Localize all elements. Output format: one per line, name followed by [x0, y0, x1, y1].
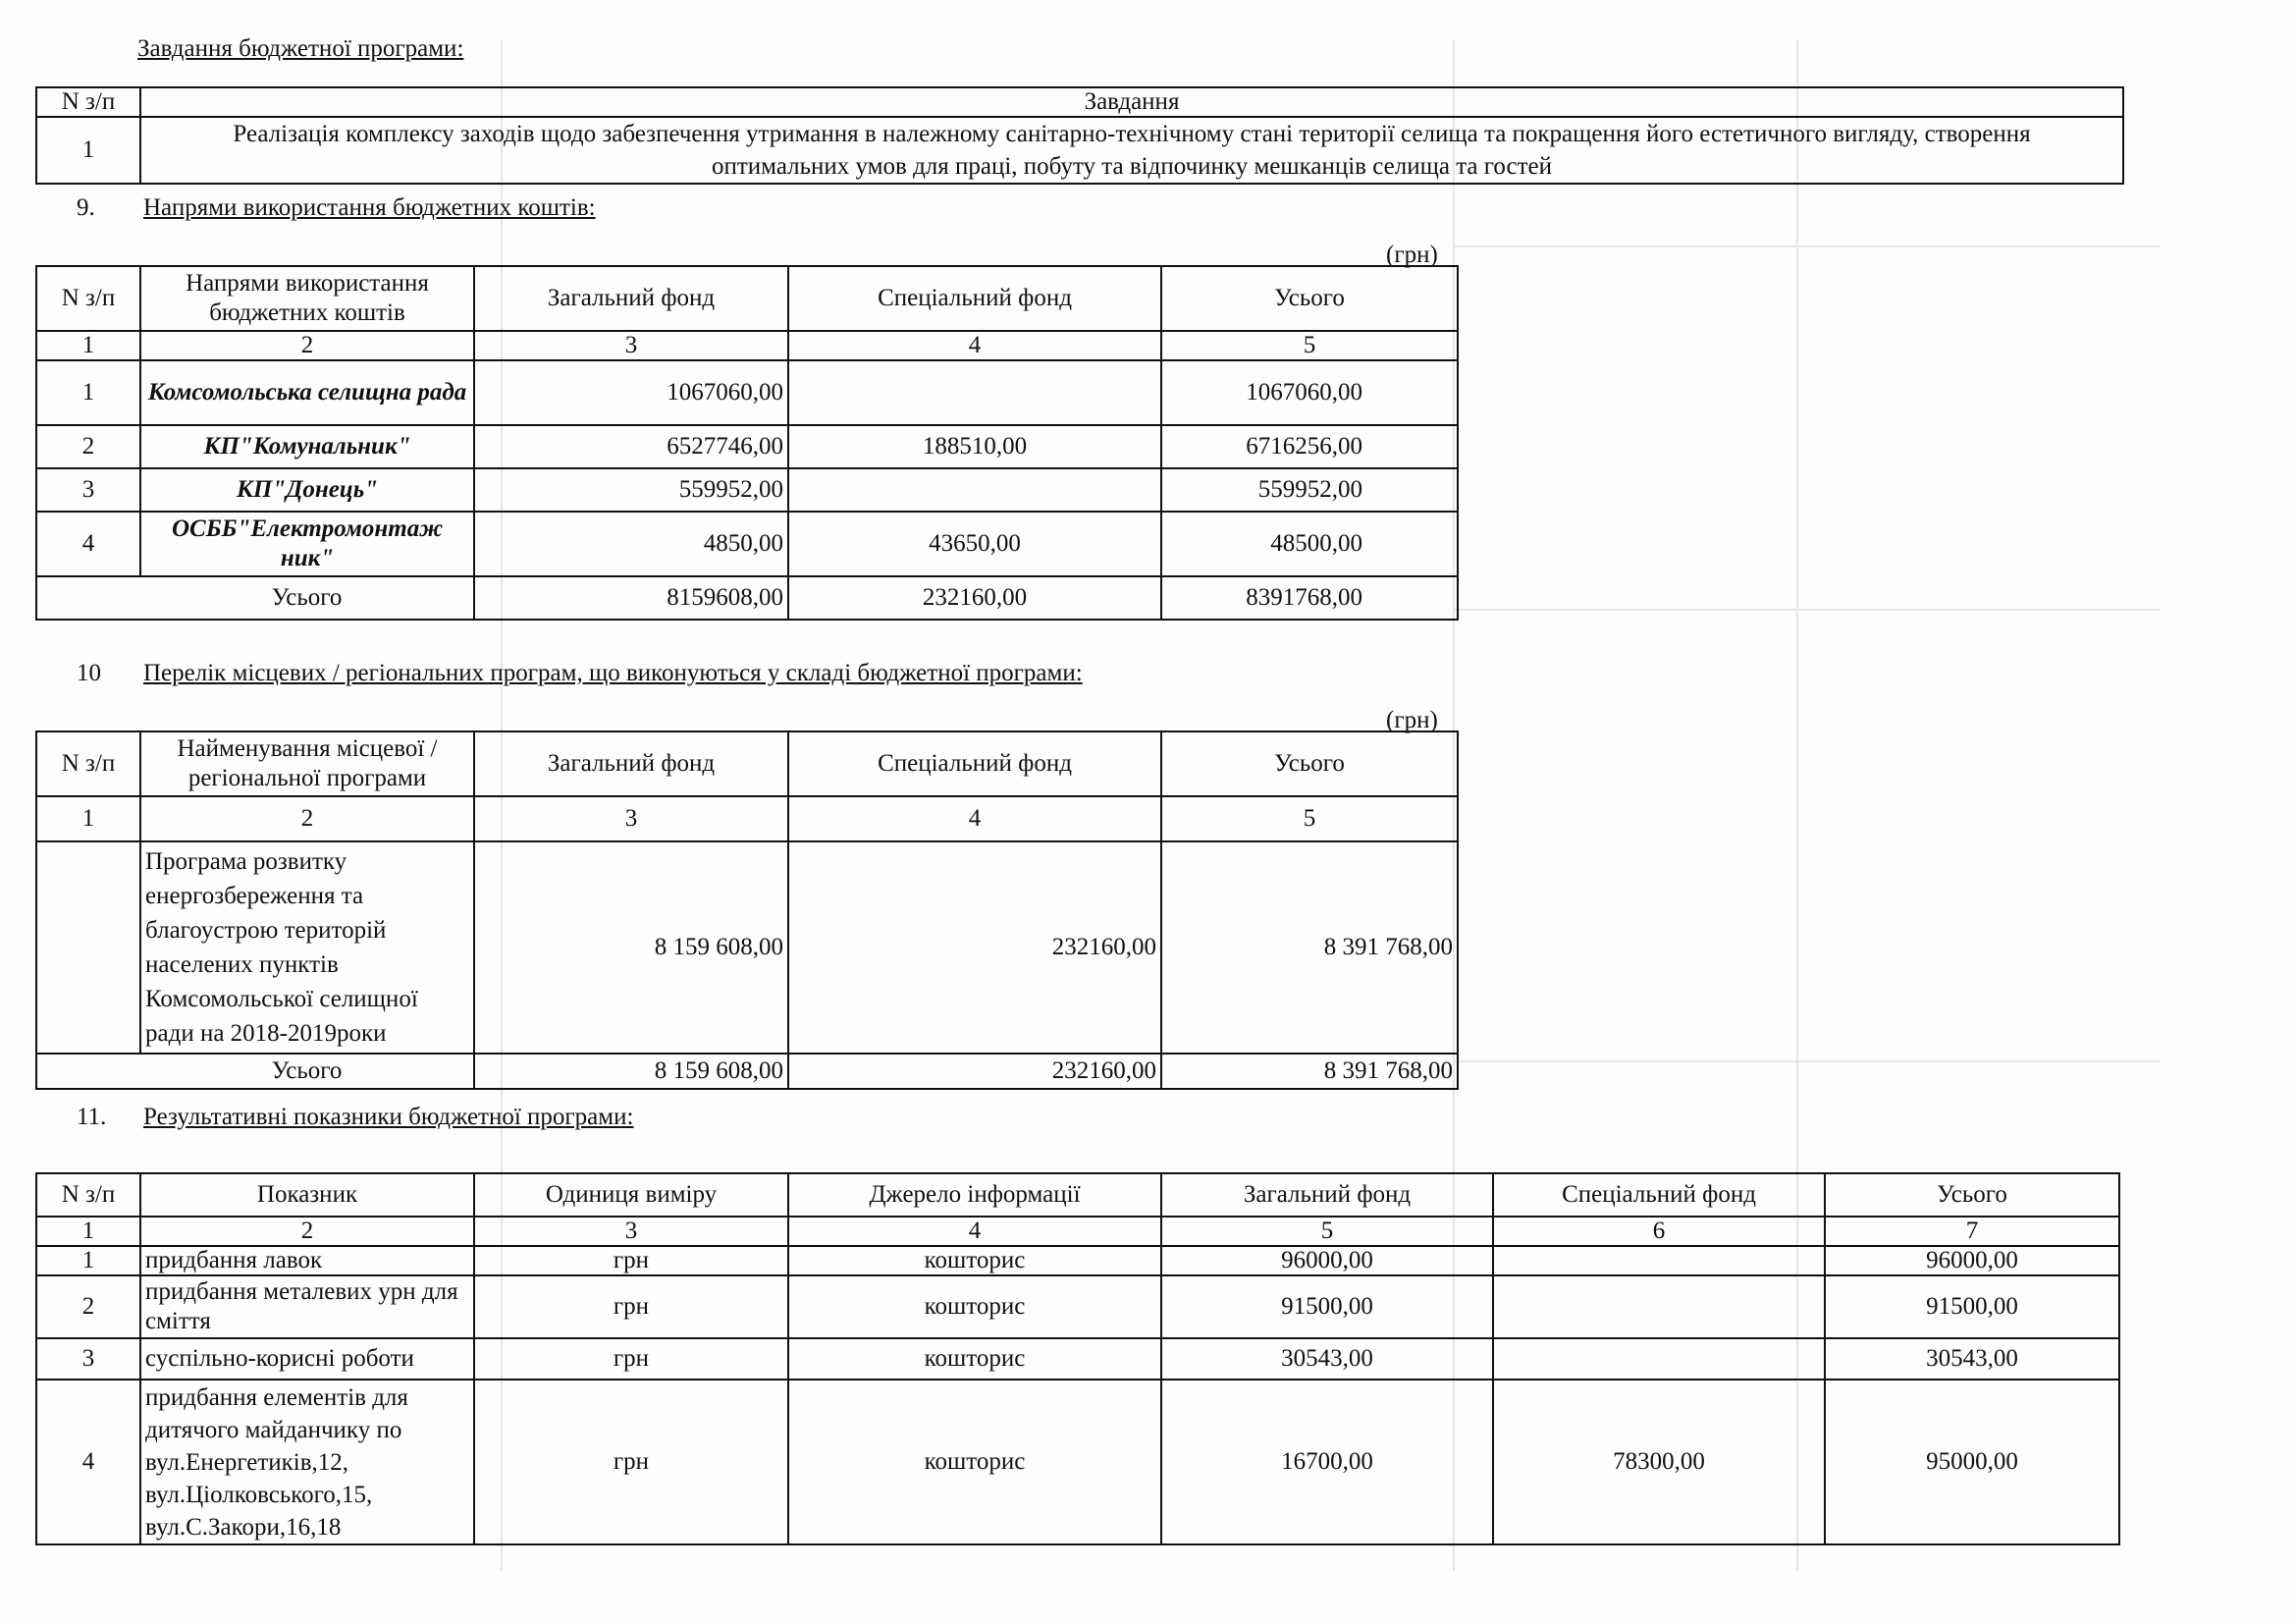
indicator-name: придбання лавок [140, 1246, 474, 1275]
budget-directions-table [35, 265, 1459, 621]
special-fund-value [788, 468, 1161, 512]
direction-name: КП"Комунальник" [140, 425, 474, 468]
column-number-row [36, 1217, 2119, 1246]
total-value: 96000,00 [1825, 1246, 2119, 1275]
header-special-fund: Спеціальний фонд [788, 266, 1161, 331]
section11-title: Результативні показники бюджетної програми: [143, 1104, 634, 1130]
section10-unit: (грн) [1386, 707, 1438, 733]
col-number: 3 [474, 331, 788, 360]
row-num: 1 [36, 360, 140, 425]
row-num: 4 [36, 512, 140, 576]
total-value: 30543,00 [1825, 1338, 2119, 1380]
total-special-fund: 232160,00 [788, 576, 1161, 620]
unit-value: грн [474, 1338, 788, 1380]
col-number: 5 [1161, 796, 1458, 841]
table-row [36, 468, 1458, 512]
general-fund-value: 8 159 608,00 [474, 841, 788, 1054]
direction-name: Комсомольська селищна рада [140, 360, 474, 425]
source-value: кошторис [788, 1275, 1161, 1338]
total-general-fund: 8 159 608,00 [474, 1054, 788, 1089]
col-number: 1 [36, 331, 140, 360]
source-value: кошторис [788, 1380, 1161, 1544]
header-unit: Одиниця виміру [474, 1173, 788, 1217]
col-number: 4 [788, 1217, 1161, 1246]
total-total: 8391768,00 [1161, 576, 1458, 620]
header-general-fund: Загальний фонд [1161, 1173, 1493, 1217]
special-fund-value [1493, 1246, 1825, 1275]
col-number: 6 [1493, 1217, 1825, 1246]
bleed-through-line [1453, 245, 2160, 247]
direction-name: КП"Донець" [140, 468, 474, 512]
header-total: Усього [1825, 1173, 2119, 1217]
total-value: 91500,00 [1825, 1275, 2119, 1338]
special-fund-value [788, 360, 1161, 425]
special-fund-value: 43650,00 [788, 512, 1161, 576]
header-source: Джерело інформації [788, 1173, 1161, 1217]
indicator-name: придбання елементів для дитячого майданчику по вул.Енергетиків,12, вул.Ціолковського,15, вул.С.Закори,16,18 [140, 1380, 474, 1544]
total-total: 8 391 768,00 [1161, 1054, 1458, 1089]
header-indicator: Показник [140, 1173, 474, 1217]
col-number: 1 [36, 1217, 140, 1246]
bleed-through-line [1453, 609, 2160, 611]
total-empty-cell [36, 1054, 140, 1089]
table-row [36, 841, 1458, 1054]
special-fund-value: 78300,00 [1493, 1380, 1825, 1544]
header-special-fund: Спеціальний фонд [1493, 1173, 1825, 1217]
table-header-row [36, 266, 1458, 331]
header-num: N з/п [36, 1173, 140, 1217]
general-fund-value: 30543,00 [1161, 1338, 1493, 1380]
section10-title: Перелік місцевих / регіональних програм, що виконуються у складі бюджетної програми: [143, 660, 1083, 686]
col-number: 2 [140, 1217, 474, 1246]
section10-heading [77, 660, 1451, 693]
row-num: 4 [36, 1380, 140, 1544]
source-value: кошторис [788, 1246, 1161, 1275]
col-number: 5 [1161, 331, 1458, 360]
table-row [36, 1246, 2119, 1275]
special-fund-value [1493, 1338, 1825, 1380]
header-num: N з/п [36, 731, 140, 796]
header-general-fund: Загальний фонд [474, 266, 788, 331]
special-fund-value [1493, 1275, 1825, 1338]
total-special-fund: 232160,00 [788, 1054, 1161, 1089]
col-number: 5 [1161, 1217, 1493, 1246]
total-row [36, 1054, 1458, 1089]
total-general-fund: 8159608,00 [474, 576, 788, 620]
indicator-name: придбання металевих урн для сміття [140, 1275, 474, 1338]
table-header-row [36, 87, 2123, 117]
header-general-fund: Загальний фонд [474, 731, 788, 796]
table-row [36, 117, 2123, 184]
unit-value: грн [474, 1275, 788, 1338]
header-program: Найменування місцевої / регіональної програми [140, 731, 474, 796]
column-number-row [36, 796, 1458, 841]
general-fund-value: 96000,00 [1161, 1246, 1493, 1275]
section11-heading [77, 1104, 960, 1137]
general-fund-value: 559952,00 [474, 468, 788, 512]
header-total: Усього [1161, 731, 1458, 796]
table-row [36, 1380, 2119, 1544]
row-num: 1 [36, 1246, 140, 1275]
table-row [36, 360, 1458, 425]
special-fund-value: 232160,00 [788, 841, 1161, 1054]
table-header-row [36, 1173, 2119, 1217]
section10-number: 10 [77, 660, 101, 686]
general-fund-value: 91500,00 [1161, 1275, 1493, 1338]
col-number: 4 [788, 796, 1161, 841]
section9-heading [77, 194, 960, 228]
total-value: 8 391 768,00 [1161, 841, 1458, 1054]
table-row [36, 1275, 2119, 1338]
source-value: кошторис [788, 1338, 1161, 1380]
total-value: 559952,00 [1161, 468, 1458, 512]
total-value: 6716256,00 [1161, 425, 1458, 468]
program-name: Програма розвитку енергозбереження та благоустрою територій населених пунктів Комсомольської селищної ради на 2018-2019роки [140, 841, 474, 1054]
general-fund-value: 1067060,00 [474, 360, 788, 425]
row-num: 2 [36, 1275, 140, 1338]
row-num: 3 [36, 1338, 140, 1380]
total-empty-cell [36, 576, 140, 620]
row-num: 2 [36, 425, 140, 468]
regional-programs-table [35, 731, 1459, 1090]
col-number: 3 [474, 1217, 788, 1246]
tasks-table [35, 86, 2124, 185]
col-number: 2 [140, 331, 474, 360]
column-number-row [36, 331, 1458, 360]
special-fund-value: 188510,00 [788, 425, 1161, 468]
header-total: Усього [1161, 266, 1458, 331]
col-number: 7 [1825, 1217, 2119, 1246]
row-num: 3 [36, 468, 140, 512]
total-value: 1067060,00 [1161, 360, 1458, 425]
table-row [36, 1338, 2119, 1380]
col-task-header: Завдання [140, 87, 2123, 117]
general-fund-value: 6527746,00 [474, 425, 788, 468]
col-number: 3 [474, 796, 788, 841]
indicator-name: суспільно-корисні роботи [140, 1338, 474, 1380]
performance-indicators-table [35, 1172, 2120, 1545]
total-label: Усього [140, 1054, 474, 1089]
total-value: 48500,00 [1161, 512, 1458, 576]
section9-number: 9. [77, 194, 95, 221]
col-number: 4 [788, 331, 1161, 360]
unit-value: грн [474, 1380, 788, 1544]
section11-number: 11. [77, 1104, 107, 1130]
direction-name: ОСББ"Електромонтаж ник" [140, 512, 474, 576]
task-text: Реалізація комплексу заходів щодо забезпечення утримання в належному санітарно-технічному стані території селища та покращення його естетичного вигляду, створення оптимальних умов для праці, побуту та відпочинку мешканців селища та гостей [140, 117, 2123, 184]
col-num-header: N з/п [36, 87, 140, 117]
general-fund-value: 4850,00 [474, 512, 788, 576]
table-header-row [36, 731, 1458, 796]
total-row [36, 576, 1458, 620]
header-direction: Напрями використання бюджетних коштів [140, 266, 474, 331]
table-row [36, 512, 1458, 576]
table-row [36, 425, 1458, 468]
total-value: 95000,00 [1825, 1380, 2119, 1544]
row-num: 1 [36, 117, 140, 184]
section8-title: Завдання бюджетної програми: [137, 35, 464, 62]
bleed-through-line [1453, 1060, 2160, 1062]
col-number: 1 [36, 796, 140, 841]
unit-value: грн [474, 1246, 788, 1275]
section9-unit: (грн) [1386, 242, 1438, 268]
header-special-fund: Спеціальний фонд [788, 731, 1161, 796]
total-label: Усього [140, 576, 474, 620]
row-num [36, 841, 140, 1054]
general-fund-value: 16700,00 [1161, 1380, 1493, 1544]
section9-title: Напрями використання бюджетних коштів: [143, 194, 596, 221]
col-number: 2 [140, 796, 474, 841]
header-num: N з/п [36, 266, 140, 331]
